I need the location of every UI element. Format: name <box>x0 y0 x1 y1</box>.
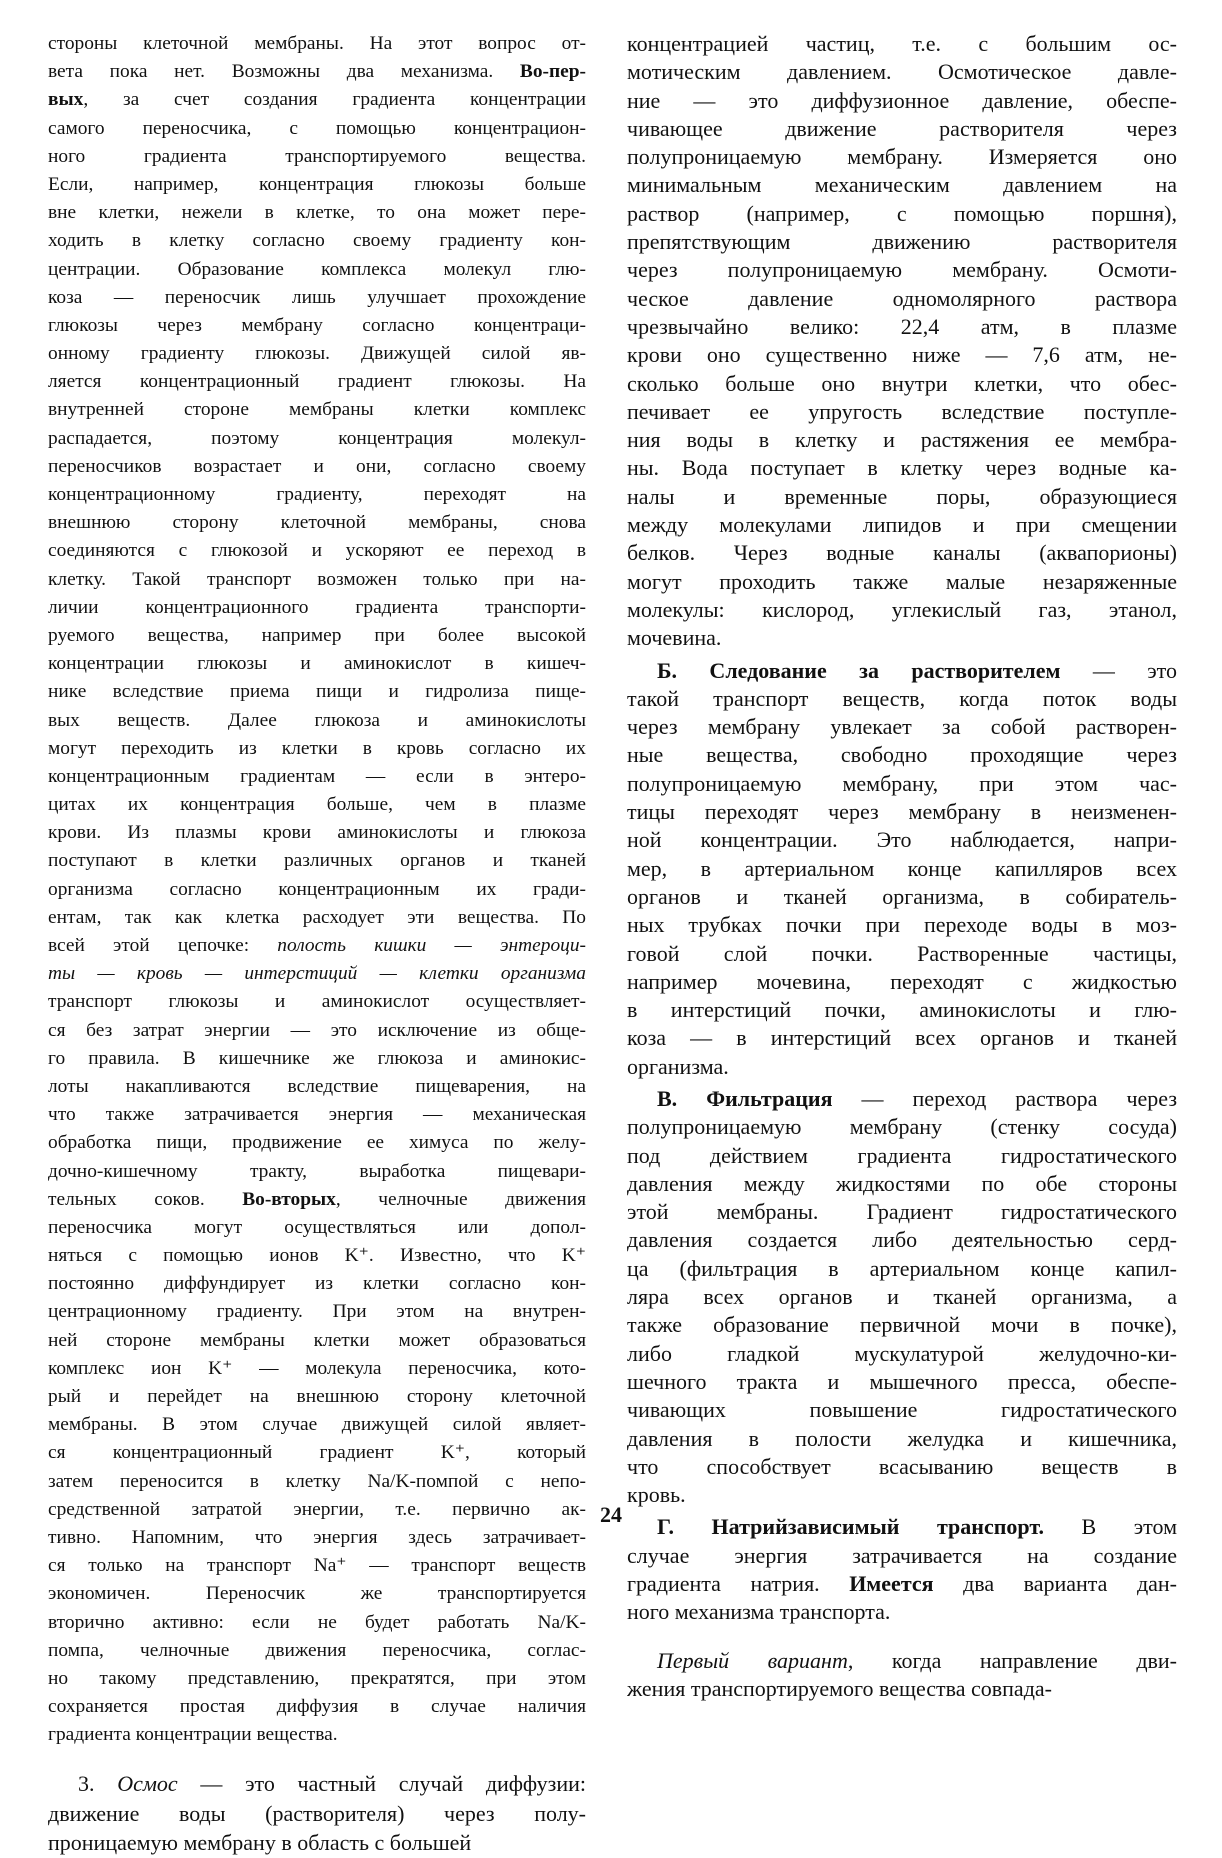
right-column-line: молекулы: кислород, углекислый газ, этанол, <box>627 596 1177 622</box>
left-column-line: дочно-кишечному тракту, выработка пищевари- <box>48 1160 586 1182</box>
left-column <box>48 30 586 1858</box>
left-column-line: движение воды (растворителя) через полу- <box>48 1800 586 1826</box>
left-column-line: ся концентрационный градиент K⁺, который <box>48 1442 586 1464</box>
right-column-line: Г. Натрийзависимый транспорт. В этом <box>657 1514 1177 1540</box>
left-column-line: всей этой цепочке: полость кишки — энтероци- <box>48 935 586 956</box>
left-column-line: онному градиенту глюкозы. Движущей силой яв- <box>48 343 586 365</box>
right-column-line: В. Фильтрация — переход раствора через <box>657 1085 1177 1111</box>
right-column-line: ного механизма транспорта. <box>627 1599 891 1625</box>
left-column-line: экономичен. Переносчик же транспортируется <box>48 1583 586 1605</box>
left-column-line: ляется концентрационный градиент глюкозы. На <box>48 371 586 393</box>
left-column-line: ней стороне мембраны клетки может образоваться <box>48 1329 586 1351</box>
left-column-line: ентам, так как клетка расходует эти вещества. По <box>48 906 586 928</box>
right-column-line: минимальным механическим давлением на <box>627 172 1177 198</box>
right-column-line: через полупроницаемую мембрану. Осмоти- <box>627 257 1177 283</box>
right-column-line: либо гладкой мускулатурой желудочно-ки- <box>627 1340 1177 1366</box>
left-column-line: организма согласно концентрационным их гради- <box>48 878 586 900</box>
left-column-line: лоты накапливаются вследствие пищеварения, на <box>48 1075 586 1097</box>
left-column-line: тельных соков. Во-вторых, челночные движения <box>48 1188 586 1210</box>
right-column-line: крови оно существенно ниже — 7,6 атм, не- <box>627 342 1177 368</box>
right-column-line: мочевина. <box>627 625 722 651</box>
left-column-line: концентрационному градиенту, переходят на <box>48 484 586 505</box>
left-column-line: вых, за счет создания градиента концентрации <box>48 89 586 111</box>
right-column-line: полупроницаемую мембрану, при этом час- <box>627 770 1177 796</box>
right-column-line: говой слой почки. Растворенные частицы, <box>627 940 1177 966</box>
left-column-line: мембраны. В этом случае движущей силой являет- <box>48 1414 586 1436</box>
left-column-line: крови. Из плазмы крови аминокислоты и глюкоза <box>48 822 586 844</box>
left-column-line: тивно. Напомним, что энергия здесь затрачивает- <box>48 1526 586 1548</box>
left-column-line: вета пока нет. Возможны два механизма. Во-пер- <box>48 61 586 83</box>
left-column-line: помпа, челночные движения переносчика, соглас‑ <box>48 1639 586 1661</box>
right-column-line: ния воды в клетку и растяжения ее мембра- <box>627 427 1177 453</box>
left-column-line: ходить в клетку согласно своему градиенту кон- <box>48 230 586 252</box>
left-column-line: переносчика могут осуществляться или допол- <box>48 1216 586 1238</box>
right-column-line: давления в полости желудка и кишечника, <box>627 1425 1177 1451</box>
right-column-line: случае энергия затрачивается на создание <box>627 1542 1177 1568</box>
left-column-line: ся только на транспорт Na⁺ — транспорт веществ <box>48 1555 586 1577</box>
left-column-line: внутренней стороне мембраны клетки комплекс <box>48 399 586 421</box>
right-column-line: между молекулами липидов и при смещении <box>627 512 1177 538</box>
left-column-line: глюкозы через мембрану согласно концентраци- <box>48 314 586 336</box>
right-column-line: давления между жидкостями по обе стороны <box>627 1170 1177 1196</box>
left-column-line: ся без затрат энергии — это исключение из обще- <box>48 1019 586 1041</box>
right-column-line: ческое давление одномолярного раствора <box>627 285 1177 311</box>
left-column-line: распадается, поэтому концентрация молекул- <box>48 427 586 449</box>
right-column-line: сколько больше оно внутри клетки, что обес- <box>627 370 1177 396</box>
right-column-line: могут проходить также малые незаряженные <box>627 568 1177 594</box>
left-column-line: обработка пищи, продвижение ее химуса по желу- <box>48 1132 586 1154</box>
left-column-line: вторично активно: если не будет работать Na/K- <box>48 1611 586 1633</box>
right-column-line: чивающее движение растворителя через <box>627 115 1177 141</box>
left-column-line: цитах их концентрация больше, чем в плазме <box>48 794 586 816</box>
left-column-line: градиента концентрации вещества. <box>48 1724 338 1746</box>
right-column-line: ных трубках почки при переходе воды в моз- <box>627 912 1177 938</box>
right-column-line: чрезвычайно велико: 22,4 атм, в плазме <box>627 313 1177 339</box>
left-column-line: комплекс ион K⁺ — молекула переносчика, кото- <box>48 1357 586 1379</box>
left-column-line: клетку. Такой транспорт возможен только при на- <box>48 568 586 590</box>
right-column-line: ные вещества, свободно проходящие через <box>627 742 1177 768</box>
right-column-line: коза — в интерстиций всех органов и тканей <box>627 1025 1177 1051</box>
right-column-line: чивающих повышение гидростатического <box>627 1397 1177 1423</box>
left-column-line: сохраняется простая диффузия в случае наличия <box>48 1696 586 1718</box>
right-column-line: мер, в артериальном конце капилляров всех <box>627 855 1177 881</box>
left-column-line: вне клетки, нежели в клетке, то она может пере- <box>48 202 586 224</box>
left-column-line: руемого вещества, например при более высокой <box>48 624 586 646</box>
right-column-line: полупроницаемую мембрану. Измеряется оно <box>627 144 1177 170</box>
right-column-line: печивает ее упругость вследствие поступле- <box>627 398 1177 424</box>
left-column-line: вых веществ. Далее глюкоза и аминокислоты <box>48 709 586 731</box>
left-column-line: няться с помощью ионов K⁺. Известно, что K⁺ <box>48 1245 586 1267</box>
left-column-line: постоянно диффундирует из клетки согласно кон- <box>48 1273 586 1295</box>
right-column-line: белков. Через водные каналы (аквапорионы) <box>627 540 1177 566</box>
left-column-line: но такому представлению, прекратятся, при этом <box>48 1667 586 1689</box>
right-column-line: тицы переходят через мембрану в неизменен- <box>627 799 1177 825</box>
right-column-line: раствор (например, с помощью поршня), <box>627 200 1177 226</box>
left-column-line: го правила. В кишечнике же глюкоза и аминокис- <box>48 1047 586 1069</box>
left-column-line: коза — переносчик лишь улучшает прохождение <box>48 286 586 308</box>
right-column-line: что способствует всасыванию веществ в <box>627 1453 1177 1479</box>
right-column-line: полупроницаемую мембрану (стенку сосуда) <box>627 1114 1177 1140</box>
right-column-line: в интерстиций почки, аминокислоты и глю- <box>627 997 1177 1023</box>
right-column <box>627 30 1177 1703</box>
right-column-line: ца (фильтрация в артериальном конце капил- <box>627 1255 1177 1281</box>
left-column-line: что также затрачивается энергия — механическая <box>48 1104 586 1126</box>
right-column-line: такой транспорт веществ, когда поток воды <box>627 685 1177 711</box>
left-column-line: концентрационным градиентам — если в энтеро- <box>48 765 586 787</box>
right-column-line: жения транспортируемого вещества совпада- <box>627 1675 1052 1701</box>
right-column-line: организма. <box>627 1053 729 1079</box>
right-column-line: препятствующим движению растворителя <box>627 229 1177 255</box>
right-column-line: органов и тканей организма, в собиратель- <box>627 883 1177 909</box>
right-column-line: Б. Следование за растворителем — это <box>657 657 1177 683</box>
right-column-line: этой мембраны. Градиент гидростатического <box>627 1199 1177 1225</box>
right-column-line: шечного тракта и мышечного пресса, обеспе- <box>627 1368 1177 1394</box>
left-column-line: концентрации глюкозы и аминокислот в кишеч- <box>48 653 586 675</box>
right-column-line: под действием градиента гидростатического <box>627 1142 1177 1168</box>
left-column-line: поступают в клетки различных органов и тканей <box>48 850 586 872</box>
right-column-line: кровь. <box>627 1482 686 1508</box>
left-column-line: проницаемую мембрану в область с большей <box>48 1830 472 1856</box>
right-column-line: ной концентрации. Это наблюдается, напри- <box>627 827 1177 853</box>
right-column-line: налы и временные поры, образующиеся <box>627 483 1177 509</box>
left-column-line: ного градиента транспортируемого вещества. <box>48 145 586 167</box>
left-column-line: внешнюю сторону клеточной мембраны, снова <box>48 512 586 534</box>
right-column-line: также образование первичной мочи в почке), <box>627 1312 1177 1338</box>
right-column-line: ляра всех органов и тканей организма, а <box>627 1284 1177 1310</box>
left-column-line: личии концентрационного градиента транспорти- <box>48 596 586 618</box>
right-column-line: градиента натрия. Имеется два варианта дан- <box>627 1571 1177 1597</box>
left-column-line: центрации. Образование комплекса молекул глю- <box>48 258 586 280</box>
right-column-line: ны. Вода поступает в клетку через водные ка- <box>627 455 1177 481</box>
left-column-line: самого переносчика, с помощью концентрацион- <box>48 117 586 139</box>
right-column-line: Первый вариант, когда направление дви- <box>657 1647 1177 1673</box>
left-column-line: центрационному градиенту. При этом на внутрен- <box>48 1301 586 1323</box>
left-column-line: транспорт глюкозы и аминокислот осуществляет- <box>48 991 586 1013</box>
left-column-line: 3. Осмос — это частный случай диффузии: <box>78 1771 586 1797</box>
right-column-line: концентрацией частиц, т.е. с большим ос- <box>627 31 1177 56</box>
left-column-line: переносчиков возрастает и они, согласно своему <box>48 455 586 477</box>
left-column-line: ты — кровь — интерстиций — клетки организма <box>48 963 586 985</box>
right-column-line: давления создается либо деятельностью серд- <box>627 1227 1177 1253</box>
left-column-line: могут переходить из клетки в кровь согласно их <box>48 737 586 759</box>
right-column-line: например мочевина, переходят с жидкостью <box>627 968 1177 994</box>
left-column-line: Если, например, концентрация глюкозы больше <box>48 173 586 195</box>
left-column-line: средственной затратой энергии, т.е. первично ак- <box>48 1498 586 1520</box>
left-column-line: рый и перейдет на внешнюю сторону клеточной <box>48 1386 586 1407</box>
page-number: 24 <box>600 1502 622 1527</box>
left-column-line: нике вследствие приема пищи и гидролиза пище- <box>48 681 586 703</box>
right-column-line: ние — это диффузионное давление, обеспе- <box>627 87 1177 113</box>
left-column-line: затем переносится в клетку Na/K-помпой с непо- <box>48 1470 586 1492</box>
left-column-line: соединяются с глюкозой и ускоряют ее переход в <box>48 540 586 562</box>
left-column-line: стороны клеточной мембраны. На этот вопрос от- <box>48 33 586 54</box>
right-column-line: мотическим давлением. Осмотическое давле- <box>627 59 1177 85</box>
right-column-line: через мембрану увлекает за собой растворен- <box>627 714 1177 740</box>
